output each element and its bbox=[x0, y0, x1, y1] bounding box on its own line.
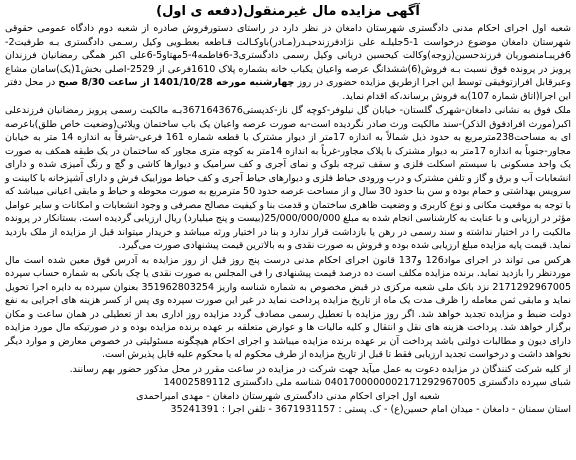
footer-account: شبای سپرده دادگستری 0401700000002171292967005 شناسه ملی دادگستری 14002589112 bbox=[163, 377, 571, 388]
footer-invite: از کلیه شرکت کنندگان در مزایده دعوت به عمل میآید جهت شرکت در مزایده در ساعت مقرر در محل مذکور حضور بهم رسانند. bbox=[69, 363, 571, 375]
notice-paragraph-1 bbox=[5, 22, 571, 103]
notice-paragraph-3: هرکس می تواند در اجرای مواد126 و137 قانون اجرای احکام مدنی درست پنج روز قبل از روز مزایده به آدرس فوق معین شده است مال موردنظر را بازدید نماید. برنده مزایده مکلف است ده درصد قیمت پیشنهادی را فی المجلس به صورت نقدی یا چک بانکی به شماره حساب سپرده 2171292967005 نزد بانک ملی شعبه مرکزی در قبض مخصوص به شماره شناسه واریز 351962803254 بعنوان سپرده به دایره اجرا تحویل نماید و مابقی ثمن معامله را ظرف مدت یک ماه از تاریخ مزایده پرداخت نماید در غیر این صورت سپرده وی پس از کسر هزینه های اجرایی به نفع دولت ضبط و مزایده تجدید خواهد شد. اگر روز مزایده با تعطیل رسمی مصادف گردد مزایده روز اداری بعد از تعطیلی در همان ساعت و مکان برگزار خواهد شد. پرداخت هزینه های نقل و انتقال و کلیه مالیات ها و عوارض متعلقه بر عهده برنده مزایده بوده و در صورتیکه مال مورد مزایده دارای دیون و مطالبات دولتی باشد پرداخت آن بر عهده برنده مزایده میباشد و اجرای احکام هیچگونه مسئولیتی در خصوص معارض و موارد دیگر نخواهد داشت و درخواست تجدید ارزیابی فقط تا قبل از تاریخ مزایده از طرف محکوم له یا محکوم علیه قابل پذیرش است. bbox=[5, 254, 572, 360]
auction-place: در محل دفتر این اجرا(اتاق شماره 107)به فروش برساند،که اقدام نماید. bbox=[5, 77, 571, 102]
paragraph-1-text: شعبه اول اجرای احکام مدنی دادگستری شهرستان دامغان در نظر دارد در راستای دستورفروش صادره از شعبه دوم دادگاه عمومی حقوقی شهرستان دامغان موضوع درخواست 1-5جلیلـه علی نژادفرزندحیـدر(مـادر)باوکـالت قـاطعه بعطـویی وکیل رسـمی دادگستری بـه طرفیت2-6فریبـامنصوریان فرزندحسین(زوجه)وکالت کیحسین دریانی وکیل رسمی دادگستری3-6فاطمه4-5مهتاو5-6علی اکبر همگی رمضانیان فرزندان پرویز در پرونده فوق نسبت بـه فروش(6)ششدانگ عرصه واعیان یکباب خانه بشماره پلاک 1610فرعی از 2529-اصلی بخش1(یک)سامان مشاع وعبرقابل افرازتوفیقی توسط این اجرا ازطریق مزایده حضوری در روز bbox=[5, 23, 572, 88]
footer-signature: شعبه اول اجرای احکام مدنی دادگستری شهرستان دامغان - مهدی امیراحمدی bbox=[136, 390, 440, 402]
auction-date: چهارشنبه مورخه 1401/10/28 از ساعت 8/30 صبح bbox=[58, 77, 295, 88]
notice-title: آگهی مزایده مال غیرمنقول(دفعه ی اول) bbox=[156, 4, 420, 19]
notice-paragraph-2: ملک فوق به نشانی دامغان-شهرک گلستان- خیابان گل نیلوفر-کوچه گل ناز-کدپستی3671643676بـه مالکیت رسمی پرویز رمضانیان فرزندعلی اکبر(مورث افرادفوق الذکر)-سند مالکیت ورث صادر نگردیده است-به صورت عرصه واعیان یک باب ساختمان ویلائی(وضعیت خاص طلق)باعرصه ای به مساحت238مترمربع به حدود ذیل شمالاً به اندازه 17متر از دیوار مشترک با قطعه شماره 161 فرعی-شرقاً به اندازه 14 متر به خیابان مجاور-جنوباً به اندازه 17متر به دیوار مشترک با پلاک مجاور-غرباً به اندازه 14متر به کوچه متری مجاور که ساختمان در یک طبقه همکف به صورت یک واحد مسکونی با سیستم اسکلت فلزی و سقف تیرچه بلوک و نمای آجری و کف سرامیک و دیوارها کاشی و گچ و رنگ آمیزی شده و دارای انشعابات آب و برق و گاز و تلفن مشترک و درب ورودی حیاط فلزی و دیوارهای حیاط آجری و کف حیاط موزاییک فرش و دارای آشپزخانه با کابینت و سرویس بهداشتی و حمام بوده و سن بنا حدود 30 سال و از مساحت عرصه حدود 50 مترمربع به صورت محوطه و حیاط و مابقی اعیانی میباشد که با توجه به موقعیت مکانی و نوع کاربری و وضعیت ظاهری ساختمان و قدمت بنا و کیفیت مصالح مصرفی و وجود انشعابات و امکانات و سایر عوامل مؤثر در ارزیابی و با عنایت به کارشناسی انجام شده به مبلغ 25/000/000/000(بیست و پنج میلیارد) ریال ارزیابی گردیده است. بستانکار در پرونده مالکیت را در اختیار نداشته و سند رسمی در رهن یا بازداشت قرار ندارد و بنا در اختیار ورثه میباشد و خریدار میتواند قبل از مزایده از ملک بازدید نماید. قیمت پایه مزایده مبلغ ارزیابی شده بوده و فروش به صورت نقدی و به بالاترین قیمت پیشنهادی صورت می‌گیرد. bbox=[5, 105, 572, 251]
footer-address: استان سمنان - دامغان - میدان امام حسین(ع) - ک. پستی : 3671931157 - تلفن اجرا : 35241391 bbox=[170, 404, 571, 415]
